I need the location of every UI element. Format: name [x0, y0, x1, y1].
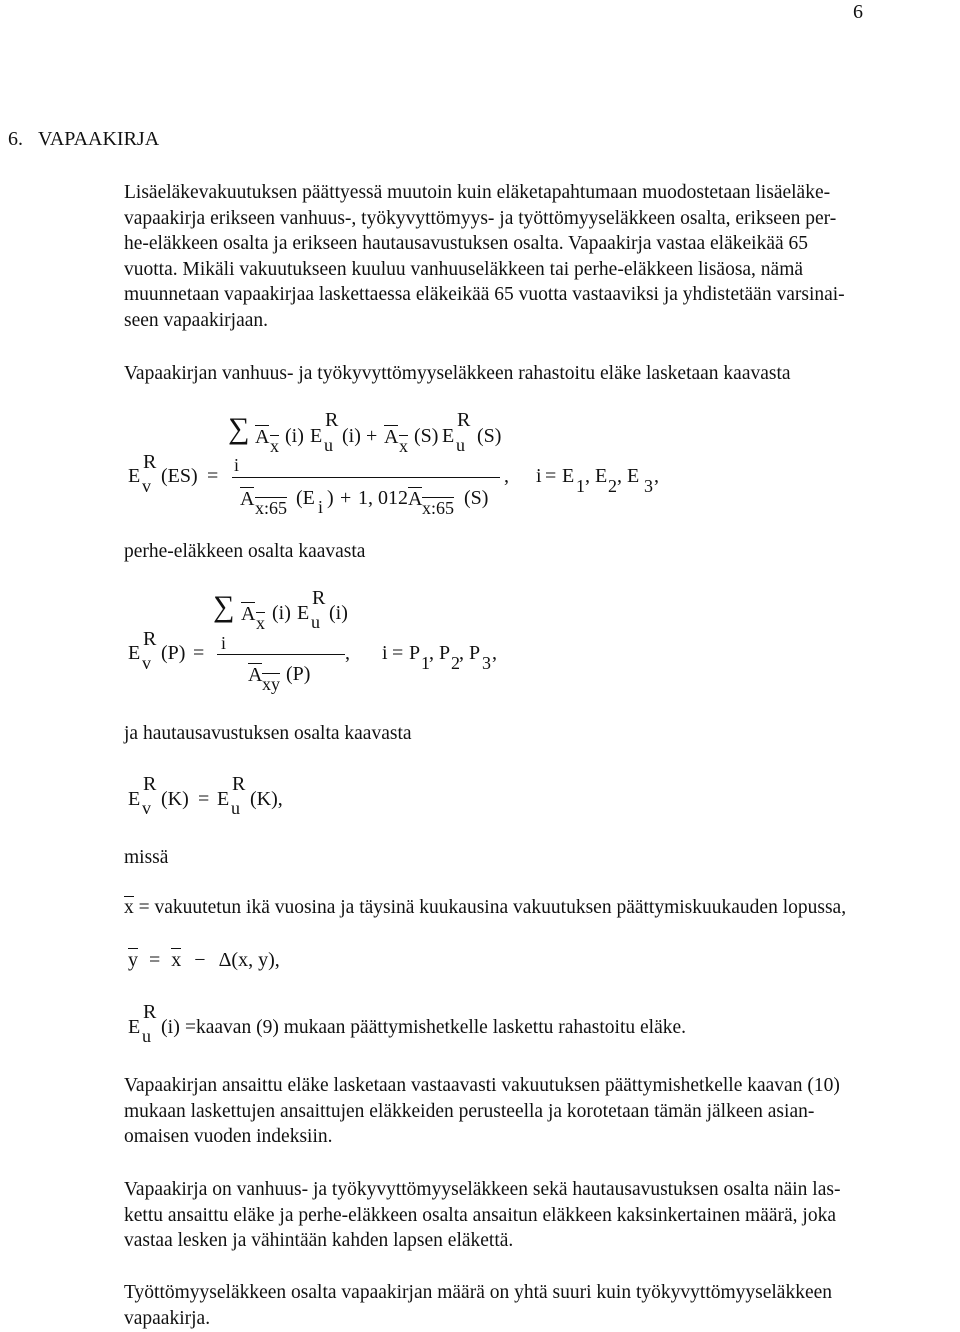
paragraph-vapaakirja — [124, 1177, 956, 1254]
sub-1: 1 — [421, 653, 430, 673]
sub-3: 3 — [644, 476, 653, 496]
range-p3: , P — [459, 642, 481, 664]
sum-symbol: ∑ — [228, 412, 250, 445]
annuity-symbol: A — [248, 664, 263, 686]
equals-sign: = — [198, 788, 210, 810]
formula-intro: Vapaakirjan vanhuus- ja työkyvyttömyyseläkkeen rahastoitu eläke lasketaan kaavasta — [124, 363, 791, 384]
lhs-subscript-v: v — [142, 476, 151, 496]
definition-x — [124, 895, 846, 921]
paragraph-ansaittu — [124, 1073, 956, 1150]
perhe-intro: perhe-eläkkeen osalta kaavasta — [124, 541, 366, 562]
coefficient: 1, 012 — [358, 487, 408, 509]
text-line: muunnetaan vapaakirjaa laskettaessa eläkeikää 65 vuotta vastaaviksi ja yhdistetään varsinai- — [124, 284, 845, 306]
annuity-symbol: A — [255, 426, 270, 448]
sub-3: 3 — [482, 653, 491, 673]
range-end: , — [492, 642, 497, 664]
superscript-r: R — [143, 1001, 157, 1023]
superscript-r: R — [312, 587, 326, 609]
text-line: Työttömyyseläkkeen osalta vapaakirjan määrä on yhtä suuri kuin työkyvyttömyyseläkkeen — [124, 1282, 833, 1303]
subscript-i: i — [318, 497, 324, 517]
age-subscript: x — [270, 436, 279, 456]
minus-sign: − — [194, 949, 206, 971]
range-i: i — [536, 465, 542, 487]
range-p1: P — [409, 642, 421, 664]
lhs-e: E — [128, 465, 141, 487]
lhs-arg: (K) — [161, 788, 189, 810]
arg-i: (i) — [285, 425, 304, 447]
x-symbol: x — [124, 897, 134, 918]
equals-sign: = — [149, 949, 161, 971]
superscript-r: R — [457, 409, 471, 431]
paren-close: ) — [327, 487, 334, 509]
range-end: , — [654, 465, 659, 487]
sub-1: 1 — [576, 476, 585, 496]
equals-sign: = — [193, 642, 205, 664]
text-line: Vapaakirjan ansaittu eläke lasketaan vastaavasti vakuutuksen päättymishetkelle kaavan (10) — [124, 1075, 840, 1096]
hautaus-intro: ja hautausavustuksen osalta kaavasta — [124, 723, 412, 744]
text-line: vastaa lesken ja vähintään kahden lapsen eläkettä. — [124, 1230, 514, 1252]
comma: , — [504, 465, 509, 487]
rhs-subscript-u: u — [231, 798, 240, 818]
y-symbol: y — [128, 949, 138, 971]
sum-index: i — [234, 455, 240, 475]
definition-text: =kaavan (9) mukaan päättymishetkelle laskettu rahastoitu eläke. — [185, 1017, 687, 1038]
lhs-superscript-r: R — [143, 773, 157, 795]
range-e3: , E — [617, 465, 640, 487]
text-line: vuotta. Mikäli vakuutukseen kuuluu vanhuuseläkkeen tai perhe-eläkkeen lisäosa, nämä — [124, 258, 804, 280]
plus-sign: + — [366, 425, 378, 447]
text-line: Lisäeläkevakuutuksen päättyessä muutoin kuin eläketapahtumaan muodostetaan lisäeläke- — [124, 182, 831, 203]
age-subscript: x — [399, 436, 408, 456]
arg-s: (S) — [477, 425, 502, 447]
range-i: i — [382, 642, 388, 664]
range-equals: = — [545, 465, 557, 487]
missa-label: missä — [124, 847, 169, 868]
sum-symbol: ∑ — [213, 590, 235, 623]
x-symbol: x — [171, 949, 182, 971]
subscript-u: u — [456, 435, 465, 455]
arg-e: (E — [296, 487, 315, 509]
age-subscript: x — [256, 613, 265, 633]
lhs-subscript-v: v — [142, 653, 151, 673]
subscript-u: u — [324, 435, 333, 455]
range-e2: , E — [585, 465, 608, 487]
pension-symbol: E — [297, 602, 310, 624]
arg-i: (i) — [161, 1016, 180, 1038]
text-line: omaisen vuoden indeksiin. — [124, 1126, 333, 1148]
e-symbol: E — [128, 1016, 141, 1038]
page-number: 6 — [853, 1, 863, 23]
lhs-e: E — [128, 642, 141, 664]
sum-index: i — [221, 633, 227, 653]
text-line: seen vapaakirjaan. — [124, 309, 269, 331]
range-e1: E — [562, 465, 575, 487]
age-subscript: x:65 — [255, 498, 288, 518]
arg-i: (i) — [342, 425, 361, 447]
lhs-subscript-v: v — [142, 798, 151, 818]
pension-symbol: E — [442, 425, 455, 447]
age-subscript: x:65 — [422, 498, 455, 518]
text-line: mukaan laskettujen ansaittujen eläkkeiden perusteella ja korotetaan tämän jälkeen asian- — [124, 1100, 815, 1122]
fraction-bar — [232, 477, 500, 478]
definition-text: vakuutetun ikä vuosina ja täysinä kuukausina vakuutuksen päättymiskuukauden lopussa, — [154, 897, 847, 918]
annuity-symbol: A — [384, 426, 399, 448]
annuity-symbol: A — [408, 488, 423, 510]
subscript-u: u — [311, 612, 320, 632]
pension-symbol: E — [310, 425, 323, 447]
section-heading — [8, 128, 159, 151]
superscript-r: R — [325, 409, 339, 431]
paragraph-tyottomyys — [124, 1280, 956, 1331]
equals-sign: = — [207, 465, 219, 487]
arg-s: (S) — [464, 487, 489, 509]
annuity-symbol: A — [240, 488, 255, 510]
rhs-arg: (K), — [250, 788, 283, 810]
definition-y — [128, 948, 280, 972]
range-equals: = — [392, 642, 404, 664]
lhs-superscript-r: R — [143, 451, 157, 473]
rhs-superscript-r: R — [232, 773, 246, 795]
lhs-arg: (P) — [161, 642, 186, 664]
comma: , — [345, 642, 350, 664]
range-p2: , P — [429, 642, 451, 664]
lhs-arg: (ES) — [161, 465, 198, 487]
arg-i: (i) — [329, 602, 348, 624]
equals-sign: = — [138, 897, 150, 918]
fraction-bar — [217, 654, 345, 655]
subscript-u: u — [142, 1026, 151, 1046]
annuity-symbol: A — [241, 603, 256, 625]
lhs-e: E — [128, 788, 141, 810]
sub-2: 2 — [451, 653, 460, 673]
intro-paragraph — [124, 180, 956, 334]
age-subscript: xy — [262, 674, 280, 694]
arg-s: (S) — [414, 425, 439, 447]
delta-term: Δ(x, y), — [218, 949, 280, 971]
text-line: he-eläkkeen osalta ja erikseen hautausavustuksen osalta. Vapaakirja vastaa eläkeikää 65 — [124, 233, 809, 255]
section-title: VAPAAKIRJA — [38, 128, 160, 150]
plus-sign: + — [340, 487, 352, 509]
text-line: kettu ansaittu eläke ja perhe-eläkkeen osalta ansaitun eläkkeen kaksinkertainen määrä, joka — [124, 1204, 836, 1226]
lhs-superscript-r: R — [143, 628, 157, 650]
text-line: vapaakirja erikseen vanhuus-, työkyvyttömyys- ja työttömyyseläkkeen osalta, erikseen per- — [124, 207, 837, 229]
text-line: Vapaakirja on vanhuus- ja työkyvyttömyyseläkkeen sekä hautausavustuksen osalta näin las- — [124, 1179, 841, 1200]
arg-i: (i) — [272, 602, 291, 624]
sub-2: 2 — [608, 476, 617, 496]
rhs-e: E — [217, 788, 230, 810]
arg-p: (P) — [286, 663, 311, 685]
text-line: vapaakirja. — [124, 1307, 211, 1329]
section-number: 6. — [8, 128, 23, 150]
